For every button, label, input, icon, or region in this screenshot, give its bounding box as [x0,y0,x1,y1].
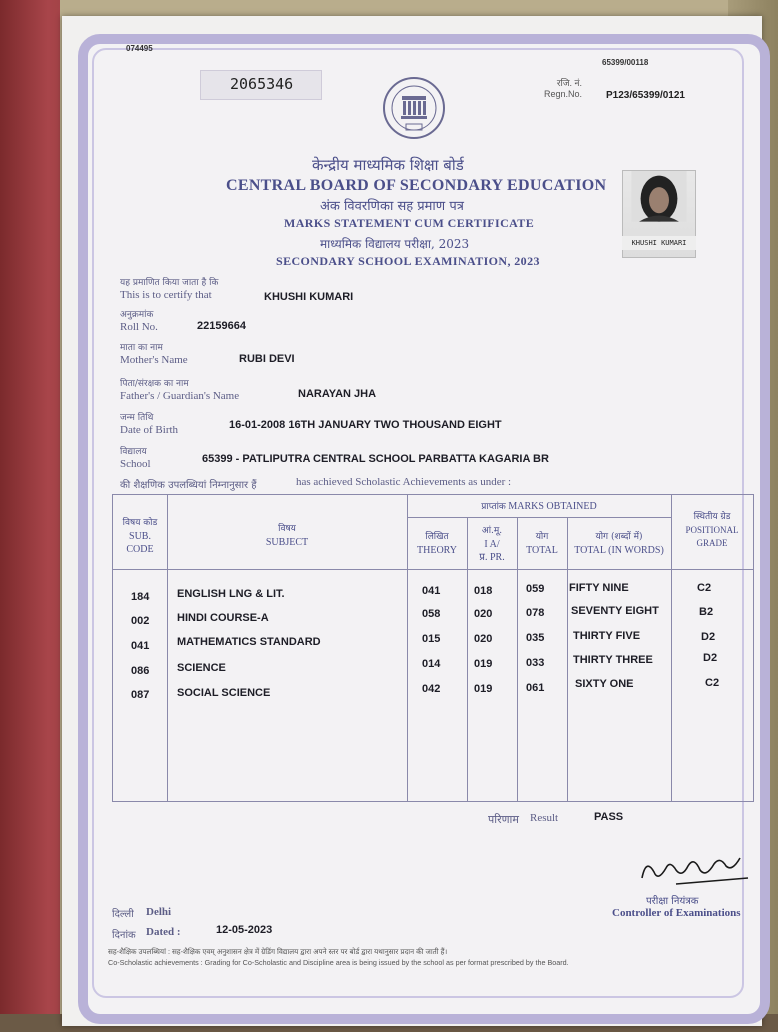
student-portrait-icon [623,171,695,237]
footer-note [108,946,756,968]
theory-marks: 015 [422,633,441,645]
header-words-hindi: योग (शब्दों में) [595,532,643,542]
exam-title: SECONDARY SCHOOL EXAMINATION, 2023 [276,254,540,268]
header-sub-code-hindi: विषय कोड [122,518,158,528]
doc-title: MARKS STATEMENT CUM CERTIFICATE [284,216,535,230]
theory-marks: 042 [422,683,441,695]
doc-title-hindi: अंक विवरणिका सह प्रमाण पत्र [320,199,464,214]
header-total-label: TOTAL [526,545,558,556]
regn-label [520,78,582,100]
subject-name: ENGLISH LNG & LIT. [177,588,285,600]
board-name-hindi: केन्द्रीय माध्यमिक शिक्षा बोर्ड [312,156,464,174]
roll-label: Roll No. [120,321,158,333]
certify-label-hindi: यह प्रमाणित किया जाता है कि [120,278,219,288]
header-grade-hindi: स्थितीय ग्रेड [693,512,731,522]
mother-label-hindi: माता का नाम [120,343,163,353]
ia-marks: 019 [474,683,493,695]
footer-note-hindi: सह-शैक्षिक उपलब्धियां : सह-शैक्षिक एवम् अनुशासन क्षेत्र में ग्रेडिंग विद्यालय द्वारा अपने स्तर पर बोर्ड द्वारा यथानुसार प्रदान की जाती हैं। [108,947,448,956]
sub-code: 087 [131,689,150,701]
header-subject [167,523,407,549]
header-subject-hindi: विषय [278,524,296,534]
total-in-words: THIRTY THREE [573,654,653,666]
header-ia-label: I A/ प्र. PR. [479,539,505,563]
school-label-hindi: विद्यालय [120,447,147,457]
date-of-birth: 16-01-2008 16TH JANUARY TWO THOUSAND EIGHT [229,419,502,431]
student-name: KHUSHI KUMARI [264,291,354,303]
header-subject-label: SUBJECT [265,537,309,548]
header-total-hindi: योग [535,532,549,542]
school-name: 65399 - PATLIPUTRA CENTRAL SCHOOL PARBATTA KAGARIA BR [202,453,549,465]
total-in-words: THIRTY FIVE [573,630,641,642]
regn-label-english: Regn.No. [543,89,582,99]
roll-label-hindi: अनुक्रमांक [120,310,154,320]
total-in-words: SEVENTY EIGHT [571,605,659,617]
result-value: PASS [594,811,624,823]
header-theory [407,531,467,557]
grade: C2 [697,582,712,594]
ia-marks: 018 [474,585,493,597]
theory-marks: 041 [422,585,441,597]
header-grade [671,511,753,550]
total-marks: 078 [526,607,545,619]
grade: D2 [703,652,718,664]
theory-marks: 058 [422,608,441,620]
board-name: CENTRAL BOARD OF SECONDARY EDUCATION [226,177,607,194]
dob-label-hindi: जन्म तिथि [120,413,154,423]
grade: D2 [701,631,716,643]
total-in-words: FIFTY NINE [569,582,629,594]
father-label: Father's / Guardian's Name [120,390,240,402]
header-grade-label: POSITIONAL GRADE [685,525,739,548]
header-marks [407,500,671,514]
header-marks-label: MARKS OBTAINED [508,501,597,512]
photo-caption: KHUSHI KUMARI [622,236,696,250]
header-ia-hindi: आं.मू. [481,526,503,536]
total-marks: 035 [526,632,545,644]
total-marks: 061 [526,682,545,694]
achieved-hindi: की शैक्षणिक उपलब्धियां निम्नानुसार हैं [120,480,257,491]
result-label-hindi: परिणाम [488,813,519,826]
result-label: Result [530,812,559,824]
school-label: School [120,458,151,470]
place-label: Delhi [146,906,172,918]
dob-label: Date of Birth [120,424,179,436]
total-marks: 059 [526,583,545,595]
top-right-code: 65399/00118 [602,58,649,67]
achieved-text: has achieved Scholastic Achievements as under : [296,476,512,488]
subject-name: HINDI COURSE-A [177,612,269,624]
grade: C2 [705,677,720,689]
cbse-logo-icon [376,74,452,144]
issue-date: 12-05-2023 [216,924,273,936]
ia-marks: 020 [474,608,493,620]
header-sub-code-label: SUB. CODE [126,531,154,555]
ia-marks: 019 [474,658,493,670]
col-divider [517,517,518,801]
header-ia [467,525,517,564]
header-total [517,531,567,557]
controller-label: Controller of Examinations [612,907,741,919]
sub-code: 086 [131,665,150,677]
top-left-code: 074495 [126,44,153,53]
footer-note-english: Co-Scholastic achievements : Grading for Co-Scholastic and Discipline area is being issued by the school as per format prescribed by the Board. [108,958,569,967]
father-name: NARAYAN JHA [298,388,377,400]
subject-name: MATHEMATICS STANDARD [177,636,321,648]
row-divider [113,569,753,570]
header-sub-code [113,517,167,556]
header-words-label: TOTAL (IN WORDS) [574,545,664,556]
certify-label: This is to certify that [120,289,212,301]
signature-icon [636,848,756,892]
serial-number: 2065346 [230,75,294,93]
exam-title-hindi: माध्यमिक विद्यालय परीक्षा, 2023 [320,237,470,251]
row-divider [407,517,671,518]
regn-label-hindi: रजि. नं. [556,78,582,88]
total-in-words: SIXTY ONE [575,678,634,690]
mother-label: Mother's Name [120,354,188,366]
header-theory-hindi: लिखित [425,532,449,542]
father-label-hindi: पिता/संरक्षक का नाम [120,379,189,389]
grade: B2 [699,606,714,618]
subject-name: SOCIAL SCIENCE [177,687,271,699]
header-marks-hindi: प्राप्तांक [481,502,506,512]
total-marks: 033 [526,657,545,669]
header-theory-label: THEORY [417,545,457,556]
regn-number: P123/65399/0121 [606,90,685,101]
sub-code: 184 [131,591,150,603]
subject-name: SCIENCE [177,662,226,674]
controller-hindi: परीक्षा नियंत्रक [646,896,699,907]
dated-hindi: दिनांक [112,930,136,941]
col-divider [567,517,568,801]
sub-code: 041 [131,640,150,652]
dated-label: Dated : [146,926,181,938]
mother-name: RUBI DEVI [239,353,295,365]
ia-marks: 020 [474,633,493,645]
header-words [567,531,671,557]
roll-number: 22159664 [197,320,246,332]
place-hindi: दिल्ली [112,909,134,920]
sub-code: 002 [131,615,150,627]
theory-marks: 014 [422,658,441,670]
marks-table [112,494,754,802]
